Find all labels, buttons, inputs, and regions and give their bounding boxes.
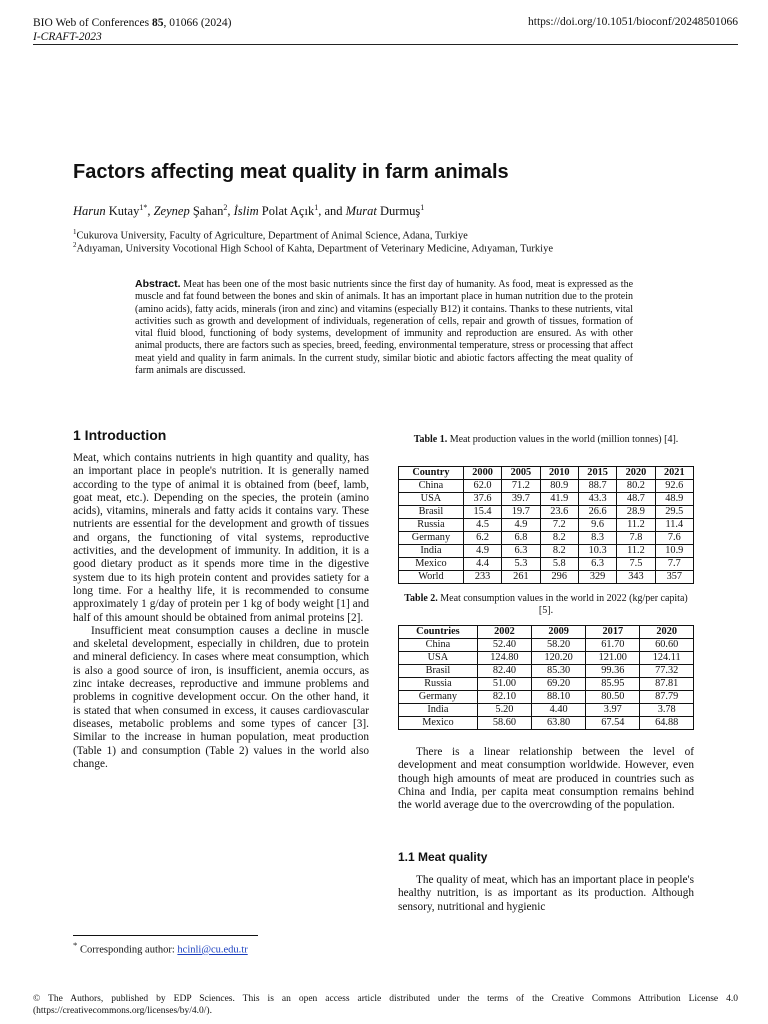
table-header-cell: 2021	[655, 467, 693, 480]
table-cell: 11.2	[617, 545, 655, 558]
table-cell: 124.11	[640, 652, 694, 665]
table-cell: 37.6	[463, 493, 501, 506]
corresponding-email-link[interactable]: hcinli@cu.edu.tr	[177, 944, 248, 956]
table-cell: 60.60	[640, 639, 694, 652]
table-cell: 43.3	[578, 493, 616, 506]
table-row	[399, 545, 694, 558]
table-header-cell: Country	[399, 467, 464, 480]
table-cell: 67.54	[586, 717, 640, 730]
table-cell: 5.8	[540, 558, 578, 571]
section-heading-meat-quality: 1.1 Meat quality	[398, 850, 488, 864]
table-cell: 6.3	[502, 545, 540, 558]
table-cell: 92.6	[655, 480, 693, 493]
table-cell: 8.3	[578, 532, 616, 545]
table-cell: 4.9	[463, 545, 501, 558]
table-cell: 7.8	[617, 532, 655, 545]
table-2	[398, 625, 694, 730]
table-cell: 121.00	[586, 652, 640, 665]
table-row	[399, 678, 694, 691]
table-cell: 85.95	[586, 678, 640, 691]
table-cell: 58.60	[477, 717, 531, 730]
table-cell: 7.7	[655, 558, 693, 571]
table-cell: 71.2	[502, 480, 540, 493]
table-cell: 8.2	[540, 532, 578, 545]
table-cell: 99.36	[586, 665, 640, 678]
author: İslim Polat Açık$^1$	[233, 203, 319, 219]
table-cell: 80.9	[540, 480, 578, 493]
table-cell: India	[399, 545, 464, 558]
section-heading-introduction: 1 Introduction	[73, 427, 167, 443]
table-header-cell: 2002	[477, 626, 531, 639]
affiliation-2: $^2$Adıyaman, University Vocotional High School of Kahta, Department of Veterinary Medicine, Adıyaman, Turkiye	[73, 241, 553, 255]
table-cell: 7.5	[617, 558, 655, 571]
table-cell: 82.40	[477, 665, 531, 678]
abstract-label: Abstract.	[135, 278, 181, 290]
table-cell: 82.10	[477, 691, 531, 704]
affiliation-1: $^1$Cukurova University, Faculty of Agriculture, Department of Animal Science, Adana, Turkiye	[73, 228, 468, 242]
table-cell: 10.9	[655, 545, 693, 558]
table-header-cell: 2015	[578, 467, 616, 480]
table-cell: 233	[463, 571, 501, 584]
table-cell: 58.20	[532, 639, 586, 652]
introduction-body	[73, 452, 369, 771]
table-cell: 8.2	[540, 545, 578, 558]
table-cell: Mexico	[399, 558, 464, 571]
discussion-paragraph: There is a linear relationship between the level of development and meat consumption worldwide. However, even though high amounts of meat are produced in countries such as China and India, per capita meat consumption remains behind the world average due to the overcrowding of the population.	[398, 746, 694, 812]
table-header-cell: 2000	[463, 467, 501, 480]
table-cell: India	[399, 704, 478, 717]
table-cell: 87.79	[640, 691, 694, 704]
table-cell: 4.40	[532, 704, 586, 717]
table-cell: 88.7	[578, 480, 616, 493]
author: Zeynep Şahan$^2$	[153, 203, 228, 219]
table-cell: 4.9	[502, 519, 540, 532]
table-cell: 52.40	[477, 639, 531, 652]
table-cell: Mexico	[399, 717, 478, 730]
paragraph: Insufficient meat consumption causes a decline in muscle and skeletal development, especially in children, due to protein and mineral deficiency. In cases where meat consumption, which is also a good source of iron, is insufficient, anemia occurs, as zinc intake decreases, reproductive and immune problems and problems in cognitive development occur. On the other hand, it is stated that when consumed in excess, it causes cardiovascular diseases, metabolic problems and some types of cancer [3]. Similar to the increase in human population, meat production (Table 1) and consumption (Table 2) values in the world also change.	[73, 624, 369, 770]
table-cell: 88.10	[532, 691, 586, 704]
table-row	[399, 571, 694, 584]
table-row	[399, 691, 694, 704]
table-cell: 26.6	[578, 506, 616, 519]
abstract-text: Meat has been one of the most basic nutrients since the first day of humanity. As food, meat is expressed as the muscle and fat found between the bones and skin of animals. It has an important place in human nutrition due to the protein (amino acids), fatty acids, minerals (iron and zinc) and vitamins (especially B12) it contains. Thanks to these nutrients, vital activities such as growth and development of individuals, regeneration of cells, repair and growth of tissues, formation of vital fluid blood, functioning of body systems, development of immunity and reproduction are ensured. As with other animal products, there are factors such as species, breed, feeding, environmental temperature, stress or processing that affect meat yield and quality in farm animals. In the current study, similar biotic and abiotic factors affecting the meat quality of farm animals are discussed.	[135, 279, 634, 377]
table-row	[399, 519, 694, 532]
table-cell: 51.00	[477, 678, 531, 691]
journal-volume: 85	[151, 17, 164, 29]
table-cell: 329	[578, 571, 616, 584]
table-cell: 120.20	[532, 652, 586, 665]
table-cell: 77.32	[640, 665, 694, 678]
table-cell: 6.2	[463, 532, 501, 545]
table-cell: 41.9	[540, 493, 578, 506]
table-cell: 48.7	[617, 493, 655, 506]
table-row	[399, 704, 694, 717]
table-2-caption: Table 2. Meat consumption values in the world in 2022 (kg/per capita) [5].	[404, 593, 688, 616]
footnote: * Corresponding author: hcinli@cu.edu.tr	[73, 940, 248, 956]
table-row	[399, 493, 694, 506]
table-row	[399, 532, 694, 545]
table-cell: Germany	[399, 691, 478, 704]
table-cell: Russia	[399, 678, 478, 691]
table-cell: 19.7	[502, 506, 540, 519]
table-cell: 48.9	[655, 493, 693, 506]
table-header-cell: Countries	[399, 626, 478, 639]
table-row	[399, 639, 694, 652]
journal-name: BIO Web of Conferences	[33, 17, 150, 29]
table-cell: 23.6	[540, 506, 578, 519]
table-cell: 6.3	[578, 558, 616, 571]
table-cell: USA	[399, 493, 464, 506]
table-cell: 5.3	[502, 558, 540, 571]
table-cell: 9.6	[578, 519, 616, 532]
paper-title: Factors affecting meat quality in farm animals	[73, 161, 509, 183]
table-cell: 62.0	[463, 480, 501, 493]
table-cell: 10.3	[578, 545, 616, 558]
table-cell: 4.5	[463, 519, 501, 532]
author: Harun Kutay$^{1*}$	[73, 203, 148, 219]
table-cell: 11.4	[655, 519, 693, 532]
license-notice: © The Authors, published by EDP Sciences. This is an open access article distributed under the terms of the Creative Commons Attribution License 4.0 (https://creativecommons.org/licenses/by/4.0/).	[33, 994, 738, 1016]
footnote-rule	[73, 935, 258, 936]
author-list: Harun Kutay$^{1*}$, Zeynep Şahan$^2$, İslim Polat Açık$^1$, and Murat Durmuş$^1$	[73, 203, 425, 219]
table-cell: World	[399, 571, 464, 584]
table-cell: 85.30	[532, 665, 586, 678]
table-cell: 3.78	[640, 704, 694, 717]
table-cell: 343	[617, 571, 655, 584]
table-cell: 63.80	[532, 717, 586, 730]
table-cell: Germany	[399, 532, 464, 545]
table-1	[398, 466, 694, 584]
table-cell: 7.2	[540, 519, 578, 532]
table-header-cell: 2020	[617, 467, 655, 480]
table-cell: 29.5	[655, 506, 693, 519]
table-cell: 69.20	[532, 678, 586, 691]
article-number: , 01066 (2024)	[163, 17, 232, 29]
author: Murat Durmuş$^1$	[345, 203, 425, 219]
table-cell: 28.9	[617, 506, 655, 519]
table-cell: 357	[655, 571, 693, 584]
table-header-cell: 2009	[532, 626, 586, 639]
table-cell: China	[399, 639, 478, 652]
table-cell: 4.4	[463, 558, 501, 571]
abstract	[135, 278, 633, 377]
table-row	[399, 480, 694, 493]
table-cell: China	[399, 480, 464, 493]
table-header-cell: 2005	[502, 467, 540, 480]
table-row	[399, 652, 694, 665]
table-header-cell: 2017	[586, 626, 640, 639]
table-header-cell: 2010	[540, 467, 578, 480]
table-row	[399, 717, 694, 730]
table-cell: 5.20	[477, 704, 531, 717]
table-cell: 6.8	[502, 532, 540, 545]
meat-quality-body: The quality of meat, which has an important place in people's healthy nutrition, is as important as its production. Although sensory, nutritional and hygienic	[398, 874, 694, 913]
running-header	[33, 14, 738, 45]
table-cell: 61.70	[586, 639, 640, 652]
table-cell: Brasil	[399, 506, 464, 519]
table-cell: 64.88	[640, 717, 694, 730]
table-cell: 80.2	[617, 480, 655, 493]
table-cell: 15.4	[463, 506, 501, 519]
table-cell: 261	[502, 571, 540, 584]
table-cell: USA	[399, 652, 478, 665]
table-1-caption: Table 1. Meat production values in the world (million tonnes) [4].	[413, 434, 679, 445]
table-cell: 296	[540, 571, 578, 584]
conference-name: I-CRAFT-2023	[33, 31, 102, 43]
table-row	[399, 558, 694, 571]
doi-link[interactable]: https://doi.org/10.1051/bioconf/20248501066	[528, 16, 738, 28]
table-cell: 3.97	[586, 704, 640, 717]
paragraph: Meat, which contains nutrients in high quantity and quality, has an important place in people's nutrition. It is generally named according to the type of animal it is obtained from (beef, lamb, goat meat, etc.). Depending on the species, the protein (amino acids), vitamins, minerals and fatty acids it contains vary. These nutrients are essential for the development and growth of tissues and organs, the functioning of vital systems, reproductive activities, and the development of immunity. In addition, it is a good dietary product as it spends more time in the digestive system due to its high protein content and provides satiety for a long time. For a healthy life, it is recommended to consume approximately 1 g/day of protein per 1 kg of body weight [1] and half of this amount should be obtained from animal proteins [2].	[73, 452, 369, 624]
table-cell: 39.7	[502, 493, 540, 506]
table-cell: 11.2	[617, 519, 655, 532]
table-cell: 7.6	[655, 532, 693, 545]
table-cell: Brasil	[399, 665, 478, 678]
table-cell: Russia	[399, 519, 464, 532]
journal-info	[33, 16, 231, 44]
table-cell: 87.81	[640, 678, 694, 691]
table-header-cell: 2020	[640, 626, 694, 639]
table-row	[399, 506, 694, 519]
table-cell: 80.50	[586, 691, 640, 704]
table-cell: 124.80	[477, 652, 531, 665]
table-row	[399, 665, 694, 678]
